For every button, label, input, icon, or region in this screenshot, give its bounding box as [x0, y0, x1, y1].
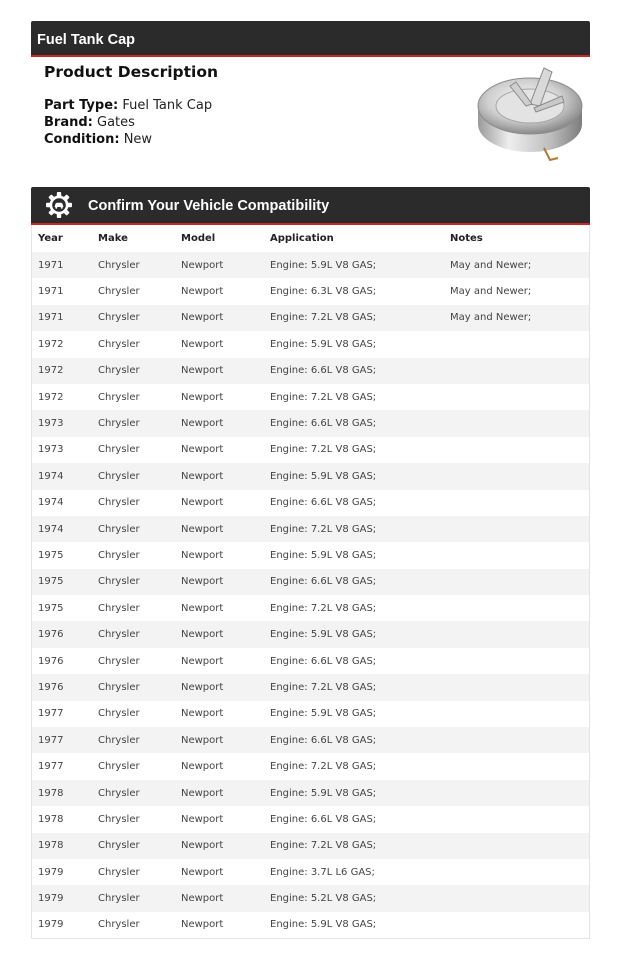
- cell-application: Engine: 7.2L V8 GAS;: [264, 674, 444, 700]
- compatibility-title: Confirm Your Vehicle Compatibility: [88, 198, 330, 214]
- cell-notes: [444, 833, 589, 859]
- table-row: [32, 885, 589, 911]
- cell-year: 1971: [32, 278, 92, 304]
- cell-make: Chrysler: [92, 727, 175, 753]
- cell-notes: May and Newer;: [444, 278, 589, 304]
- table-row: [32, 859, 589, 885]
- cell-model: Newport: [175, 542, 264, 568]
- cell-year: 1979: [32, 912, 92, 938]
- table-row: [32, 701, 589, 727]
- table-row: [32, 727, 589, 753]
- cell-make: Chrysler: [92, 410, 175, 436]
- cell-make: Chrysler: [92, 490, 175, 516]
- table-row: [32, 437, 589, 463]
- cell-notes: [444, 595, 589, 621]
- condition-value: New: [123, 132, 153, 147]
- cell-notes: [444, 569, 589, 595]
- title-bar: [31, 21, 590, 57]
- cell-application: Engine: 6.6L V8 GAS;: [264, 410, 444, 436]
- cell-model: Newport: [175, 727, 264, 753]
- cell-model: Newport: [175, 621, 264, 647]
- condition-label: Condition:: [44, 132, 120, 147]
- cell-notes: [444, 516, 589, 542]
- cell-year: 1973: [32, 437, 92, 463]
- cell-make: Chrysler: [92, 648, 175, 674]
- part-type-value: Fuel Tank Cap: [122, 98, 213, 113]
- cell-notes: [444, 780, 589, 806]
- cell-application: Engine: 5.2L V8 GAS;: [264, 885, 444, 911]
- table-row: [32, 595, 589, 621]
- table-row: [32, 410, 589, 436]
- cell-make: Chrysler: [92, 621, 175, 647]
- cell-year: 1972: [32, 384, 92, 410]
- table-row: [32, 278, 589, 304]
- cell-year: 1975: [32, 542, 92, 568]
- table-row: [32, 384, 589, 410]
- cell-model: Newport: [175, 569, 264, 595]
- cell-model: Newport: [175, 885, 264, 911]
- cell-model: Newport: [175, 305, 264, 331]
- cell-make: Chrysler: [92, 753, 175, 779]
- cell-application: Engine: 7.2L V8 GAS;: [264, 833, 444, 859]
- cell-model: Newport: [175, 859, 264, 885]
- description-heading: Product Description: [44, 63, 219, 81]
- cell-year: 1974: [32, 516, 92, 542]
- fuel-cap-image: [470, 60, 590, 170]
- cell-year: 1979: [32, 859, 92, 885]
- cell-make: Chrysler: [92, 885, 175, 911]
- column-header-notes: Notes: [450, 233, 483, 244]
- cell-application: Engine: 6.6L V8 GAS;: [264, 727, 444, 753]
- cell-application: Engine: 7.2L V8 GAS;: [264, 384, 444, 410]
- cell-year: 1976: [32, 648, 92, 674]
- cell-application: Engine: 7.2L V8 GAS;: [264, 516, 444, 542]
- cell-make: Chrysler: [92, 463, 175, 489]
- cell-notes: [444, 885, 589, 911]
- cell-model: Newport: [175, 331, 264, 357]
- cell-year: 1974: [32, 490, 92, 516]
- cell-application: Engine: 6.6L V8 GAS;: [264, 806, 444, 832]
- cell-make: Chrysler: [92, 516, 175, 542]
- cell-make: Chrysler: [92, 542, 175, 568]
- cell-application: Engine: 5.9L V8 GAS;: [264, 780, 444, 806]
- cell-make: Chrysler: [92, 912, 175, 938]
- cell-application: Engine: 6.6L V8 GAS;: [264, 648, 444, 674]
- cell-application: Engine: 7.2L V8 GAS;: [264, 437, 444, 463]
- cell-model: Newport: [175, 833, 264, 859]
- cell-model: Newport: [175, 490, 264, 516]
- condition-line: [44, 132, 152, 147]
- cell-make: Chrysler: [92, 358, 175, 384]
- cell-model: Newport: [175, 674, 264, 700]
- cell-notes: May and Newer;: [444, 252, 589, 278]
- table-row: [32, 490, 589, 516]
- cell-year: 1972: [32, 358, 92, 384]
- cell-application: Engine: 6.3L V8 GAS;: [264, 278, 444, 304]
- cell-application: Engine: 7.2L V8 GAS;: [264, 595, 444, 621]
- part-type-line: [44, 98, 212, 113]
- cell-notes: [444, 410, 589, 436]
- cell-application: Engine: 6.6L V8 GAS;: [264, 569, 444, 595]
- cell-notes: [444, 674, 589, 700]
- cell-notes: [444, 753, 589, 779]
- cell-application: Engine: 6.6L V8 GAS;: [264, 358, 444, 384]
- cell-model: Newport: [175, 358, 264, 384]
- brand-line: [44, 115, 135, 130]
- cell-year: 1976: [32, 621, 92, 647]
- cell-make: Chrysler: [92, 278, 175, 304]
- table-row: [32, 305, 589, 331]
- cell-notes: [444, 542, 589, 568]
- cell-application: Engine: 7.2L V8 GAS;: [264, 753, 444, 779]
- cell-model: Newport: [175, 753, 264, 779]
- table-row: [32, 463, 589, 489]
- cell-make: Chrysler: [92, 701, 175, 727]
- cell-model: Newport: [175, 278, 264, 304]
- cell-model: Newport: [175, 384, 264, 410]
- cell-application: Engine: 5.9L V8 GAS;: [264, 252, 444, 278]
- cell-year: 1974: [32, 463, 92, 489]
- cell-year: 1973: [32, 410, 92, 436]
- cell-make: Chrysler: [92, 437, 175, 463]
- compatibility-table-wrapper: [31, 225, 590, 939]
- cell-model: Newport: [175, 780, 264, 806]
- cell-notes: [444, 701, 589, 727]
- cell-year: 1978: [32, 806, 92, 832]
- cell-year: 1978: [32, 780, 92, 806]
- cell-year: 1975: [32, 569, 92, 595]
- cell-notes: [444, 463, 589, 489]
- cell-model: Newport: [175, 701, 264, 727]
- cell-application: Engine: 6.6L V8 GAS;: [264, 490, 444, 516]
- column-header-application: Application: [270, 233, 334, 244]
- part-type-label: Part Type:: [44, 98, 119, 113]
- cell-application: Engine: 5.9L V8 GAS;: [264, 912, 444, 938]
- cell-year: 1978: [32, 833, 92, 859]
- brand-label: Brand:: [44, 115, 93, 130]
- table-row: [32, 833, 589, 859]
- cell-make: Chrysler: [92, 384, 175, 410]
- table-row: [32, 331, 589, 357]
- brand-value: Gates: [97, 115, 135, 130]
- cell-make: Chrysler: [92, 595, 175, 621]
- cell-model: Newport: [175, 437, 264, 463]
- cell-make: Chrysler: [92, 569, 175, 595]
- cell-notes: [444, 727, 589, 753]
- cell-model: Newport: [175, 252, 264, 278]
- cell-year: 1977: [32, 753, 92, 779]
- cell-notes: [444, 648, 589, 674]
- cell-make: Chrysler: [92, 674, 175, 700]
- table-header-row: [32, 225, 589, 252]
- cell-notes: [444, 621, 589, 647]
- cell-year: 1971: [32, 305, 92, 331]
- cell-notes: [444, 806, 589, 832]
- column-header-model: Model: [181, 233, 216, 244]
- column-header-make: Make: [98, 233, 128, 244]
- cell-make: Chrysler: [92, 833, 175, 859]
- cell-notes: [444, 358, 589, 384]
- table-row: [32, 252, 589, 278]
- cell-model: Newport: [175, 410, 264, 436]
- cell-year: 1975: [32, 595, 92, 621]
- cell-application: Engine: 7.2L V8 GAS;: [264, 305, 444, 331]
- gear-car-icon: [45, 191, 73, 219]
- table-row: [32, 674, 589, 700]
- cell-notes: [444, 384, 589, 410]
- cell-notes: [444, 331, 589, 357]
- cell-model: Newport: [175, 463, 264, 489]
- cell-application: Engine: 5.9L V8 GAS;: [264, 701, 444, 727]
- cell-application: Engine: 5.9L V8 GAS;: [264, 331, 444, 357]
- cell-model: Newport: [175, 648, 264, 674]
- cell-year: 1979: [32, 885, 92, 911]
- table-row: [32, 542, 589, 568]
- compatibility-bar: [31, 187, 590, 225]
- cell-notes: [444, 859, 589, 885]
- page-title: Fuel Tank Cap: [37, 32, 136, 48]
- cell-year: 1977: [32, 727, 92, 753]
- compatibility-table: [32, 225, 589, 938]
- column-header-year: Year: [38, 233, 63, 244]
- table-row: [32, 780, 589, 806]
- cell-year: 1977: [32, 701, 92, 727]
- cell-make: Chrysler: [92, 305, 175, 331]
- cell-notes: May and Newer;: [444, 305, 589, 331]
- table-row: [32, 516, 589, 542]
- cell-year: 1971: [32, 252, 92, 278]
- table-row: [32, 648, 589, 674]
- cell-model: Newport: [175, 806, 264, 832]
- table-row: [32, 358, 589, 384]
- cell-year: 1972: [32, 331, 92, 357]
- table-row: [32, 621, 589, 647]
- cell-notes: [444, 437, 589, 463]
- cell-application: Engine: 5.9L V8 GAS;: [264, 463, 444, 489]
- cell-application: Engine: 5.9L V8 GAS;: [264, 621, 444, 647]
- cell-make: Chrysler: [92, 780, 175, 806]
- table-row: [32, 569, 589, 595]
- table-row: [32, 753, 589, 779]
- cell-model: Newport: [175, 516, 264, 542]
- cell-make: Chrysler: [92, 331, 175, 357]
- cell-make: Chrysler: [92, 252, 175, 278]
- cell-make: Chrysler: [92, 806, 175, 832]
- table-row: [32, 912, 589, 938]
- table-row: [32, 806, 589, 832]
- cell-make: Chrysler: [92, 859, 175, 885]
- cell-year: 1976: [32, 674, 92, 700]
- cell-notes: [444, 490, 589, 516]
- cell-notes: [444, 912, 589, 938]
- cell-model: Newport: [175, 912, 264, 938]
- cell-application: Engine: 5.9L V8 GAS;: [264, 542, 444, 568]
- cell-model: Newport: [175, 595, 264, 621]
- cell-application: Engine: 3.7L L6 GAS;: [264, 859, 444, 885]
